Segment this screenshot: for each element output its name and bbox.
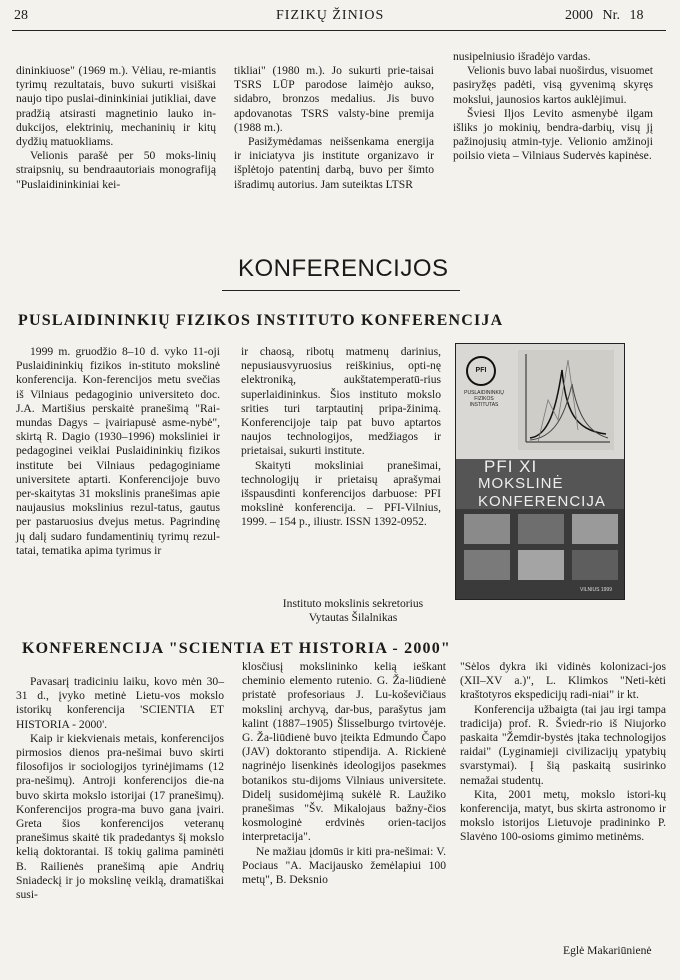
paragraph: Velionis parašė per 50 moks-linių straipsnių, su bendraautoriais monografiją "Puslaidininkiniai kei- — [16, 149, 216, 191]
paragraph: Kita, 2001 metų, mokslo istori-kų konferencija, matyt, bus skirta astronomo ir mokslo istorijos Lietuvoje pradininko P. Slavėno 100-osioms gimimo metinėms. — [460, 787, 666, 844]
proceedings-cover-image — [455, 343, 625, 600]
cover-publisher: VILNIUS 1999 — [580, 587, 612, 593]
journal-title: FIZIKŲ ŽINIOS — [276, 8, 385, 23]
header-rule — [12, 30, 666, 31]
paragraph: dininkiuose" (1969 m.). Vėliau, re-miantis tyrimų rezultatais, buvo sukurti visiškai naujo tipo puslai-dininkiniai jutikliai, dave pradžią atsirasti magnetinio lauko in-dukcijos, elektrinių, mechaninių ir kitų dydžių matuokliams. — [16, 64, 216, 149]
paragraph: Šviesi Iljos Levito asmenybė ilgam išliks jo mokinių, bendra-darbių, visų jį pažinojusių atmin-tyje. Velionio amžinoji poilsio vieta – Vilniaus Sudervės kapinėse. — [453, 106, 653, 163]
pfi-logo: PFI — [466, 356, 496, 386]
article2-column-2 — [242, 660, 446, 887]
obituary-column-3 — [453, 50, 653, 164]
paragraph: Kaip ir kiekvienais metais, konferencijos pirmosios dienos pra-nešimai buvo skirti filosofijos ir sociologijos tyrinėjimams (12 pra-nešimų). Antroji konferencijos die-na buvo skirta mokslo istorijai (17 pranešimų). Konferencijos progra-ma buvo gana įvairi. Greta šios konferencijos veteranų pranešimus skaitė tik pradedantys šį mokslo kelią doktorantai. Iš tokių galima paminėti B. Railienės pranešimą apie Andrių Sniadeckį ir jo mokslinę veiklą, dramatiškai susi- — [16, 731, 224, 902]
article2-column-1 — [16, 675, 224, 902]
article-title: KONFERENCIJA "SCIENTIA ET HISTORIA - 2000" — [22, 640, 452, 657]
issue-number: 2000 Nr. 18 — [565, 8, 644, 23]
paragraph: ir chaosą, ribotų matmenų darinius, nepusiausvyruosius reiškinius, opti-nę elektroniką, aukštatemperatū-rius superlaidininkus. Šios instituto mokslo srities turi tarptautinį pripa-žinimą. Konferencijoje taip pat buvo aptartos naujos technologijos, medžiagos ir prietaisai, sukurti institute. — [241, 345, 441, 458]
cover-title-line-1: PFI XI — [484, 457, 538, 476]
paragraph: Ne mažiau įdomūs ir kiti pra-nešimai: V. Pociaus "A. Macijausko žemėlapiui 100 metų", B. Deksnio — [242, 844, 446, 887]
signature-name: Vytautas Šilalnikas — [308, 611, 398, 625]
paragraph: Pasižymėdamas neišsenkama energija ir iniciatyva jis institute organizavo ir išplėtojo patentinį darbą, buvo per šimto išradimų autorius. Jam suteiktas LTSR — [234, 135, 434, 191]
page-number: 28 — [14, 8, 28, 23]
cover-institute: PUSLAIDININKIŲ FIZIKOS INSTITUTAS — [464, 390, 504, 408]
cover-plot-graphic — [518, 350, 614, 450]
paragraph: 1999 m. gruodžio 8–10 d. vyko 11-oji Puslaidininkių fizikos in-stituto mokslinė konferencija. Kon-ferencijos metu svečias iš Vilniaus pedagoginio universiteto doc. J.A. Martišius perskaitė pranešimą "Rai-mundas Dagys – įvairiapusė asme-nybė", skirtą R. Dagio (1930–1996) moksliniei ir pedagoginei veiklai Puslaidininkių fizikos institute bei Vilniaus pedagoginiame universitete aptarti. Konferencijoje buvo per-skaitytas 31 mokslinis pranešimas apie naujausius mokslinius rezul-tatus, gautus per pastaruosius dvejus metus. Pagrindinę jų dalį sudaro fundamentinių tyrimų rezul-tatai, tematika apima tyrimus ir — [16, 345, 220, 557]
paragraph: Velionis buvo labai nuoširdus, visuomet pasiryžęs padėti, visą gyvenimą skyręs mokslui, jaunosios kartos auklėjimui. — [453, 64, 653, 106]
obituary-column-2 — [234, 64, 434, 192]
article2-column-3 — [460, 660, 666, 845]
article1-signature — [258, 597, 448, 625]
paragraph: klosčiusį mokslininko kelią ieškant cheminio elemento rutenio. G. Ža-liūdienė pristatė profesoriaus J. Lu-koševičiaus mokslinį archyvą, dar-bus, parašytus jam kalint (1887–1905) Šlisselburgo tvirtovėje. G. Ža-liūdienė buvo įteikta Edmundo Čapo (JAV) doktoranto stipendija. A. Rickienė nagrinėjo lisenkinės ideologijos pasekmes botanikos stu-dijoms Vilniaus universitete. Didelį susidomėjimą sukėlė R. Laužiko pranešimas "Šv. Mikalojaus bažny-čios kosmologinė erdvinės orien-tacijos interpretacija". — [242, 660, 446, 844]
article1-column-2 — [241, 345, 441, 530]
paragraph: Skaityti moksliniai pranešimai, technologijų ir prietaisų aprašymai išspausdinti konferencijos darbuose: PFI mokslinė konferencija. – PFI-Vilnius, 1999. – 154 p., iliustr. ISSN 1392-0952. — [241, 458, 441, 529]
cover-title-line-3: KONFERENCIJA — [478, 493, 606, 510]
obituary-column-1 — [16, 64, 216, 192]
paragraph: "Sėlos dykra iki vidinės kolonizaci-jos (XII–XV a.)", L. Klimkos "Neti-kėti kraštotyros ekspedicijų radi-niai" ir kt. — [460, 660, 666, 702]
section-rule — [222, 290, 460, 291]
article2-signature: Eglė Makariūnienė — [563, 944, 652, 957]
cover-title-line-2: MOKSLINĖ — [478, 475, 564, 492]
cover-micrographs — [464, 514, 618, 584]
signature-role: Instituto mokslinis sekretorius — [282, 597, 424, 610]
paragraph: Pavasarį tradiciniu laiku, kovo mėn 30–31 d., įvyko metinė Lietu-vos mokslo istorikų konferencija 'SCIENTIA ET HISTORIA - 2000'. — [16, 675, 224, 731]
article1-column-1 — [16, 345, 220, 558]
article-title: PUSLAIDININKIŲ FIZIKOS INSTITUTO KONFERENCIJA — [18, 312, 504, 329]
paragraph: tikliai" (1980 m.). Jo sukurti prie-taisai TSRS LŪP parodose laimėjo aukso, sidabro, bronzos medalius. Jis buvo apdovanotas TSRS valsty-bine premija (1988 m.). — [234, 64, 434, 134]
section-title: KONFERENCIJOS — [238, 255, 449, 282]
paragraph: nusipelniusio išradėjo vardas. — [453, 50, 591, 63]
paragraph: Konferencija užbaigta (tai jau irgi tampa tradicija) prof. R. Šviedr-rio iš Niujorko paskaita "Žemdir-bystės įtaka technologijos raidai" (Lyginamieji civilizacijų ypatybių svarstymai). Į šią paskaitą susirinko nemažai studentų. — [460, 702, 666, 787]
